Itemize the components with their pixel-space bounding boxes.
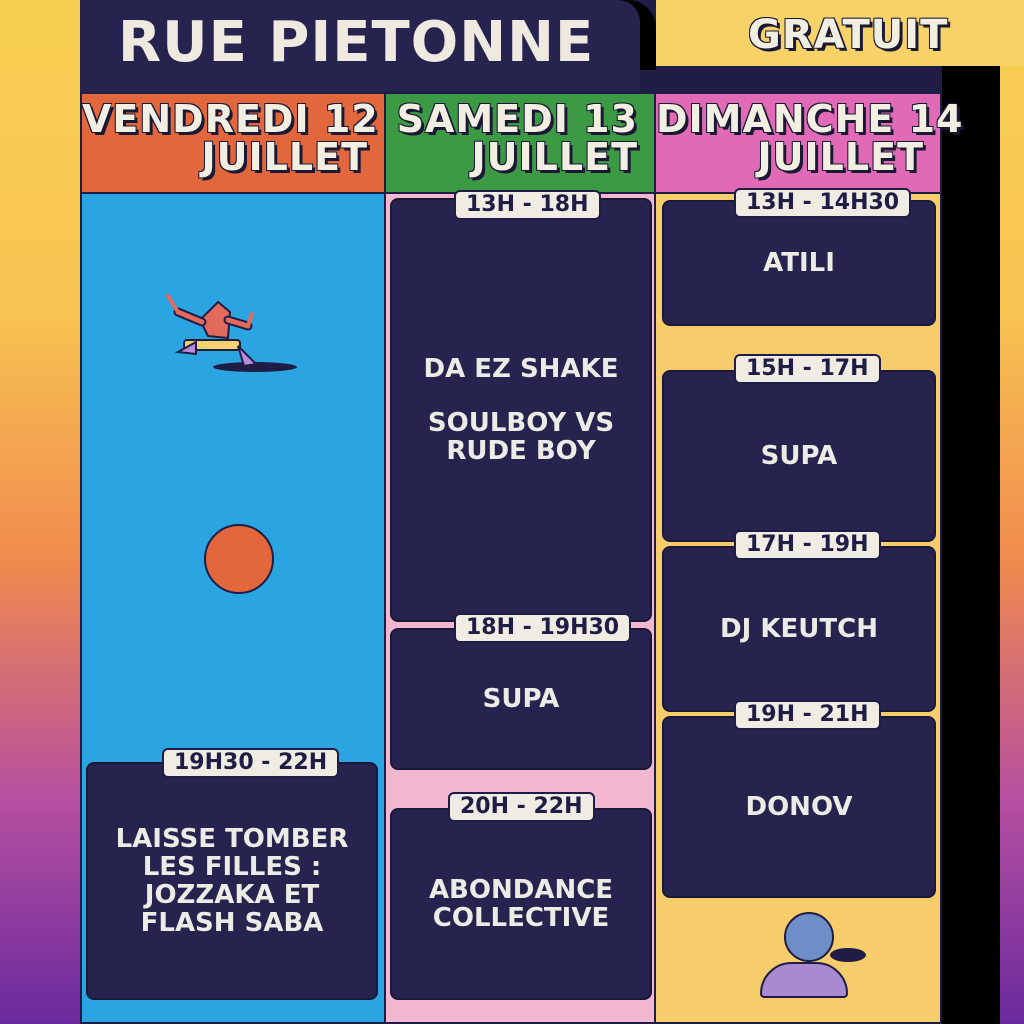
slot-card bbox=[86, 762, 378, 1000]
purple-dome-illustration bbox=[760, 962, 848, 998]
day-header-saturday bbox=[384, 92, 656, 194]
orange-ball-illustration bbox=[204, 524, 274, 594]
slot-card bbox=[390, 808, 652, 1000]
day-header-line1: DIMANCHE 14 bbox=[656, 97, 964, 141]
slot-card bbox=[390, 628, 652, 770]
day-header-line2: JUILLET bbox=[757, 135, 924, 179]
time-badge: 17H - 19H bbox=[734, 530, 881, 560]
slot-card bbox=[662, 370, 936, 542]
day-header-line1: SAMEDI 13 bbox=[396, 97, 638, 141]
day-header-friday bbox=[80, 92, 386, 194]
artist-name: SOULBOY VS RUDE BOY bbox=[427, 408, 615, 466]
day-header-line1: VENDREDI 12 bbox=[82, 97, 379, 141]
dancer-figure-illustration bbox=[160, 290, 310, 380]
slot-card bbox=[390, 198, 652, 622]
free-badge: GRATUIT bbox=[748, 12, 949, 58]
time-badge: 19H30 - 22H bbox=[162, 748, 339, 778]
page-title: RUE PIETONNE bbox=[118, 10, 595, 75]
time-badge: 20H - 22H bbox=[448, 792, 595, 822]
blue-ball-illustration bbox=[784, 912, 834, 962]
ball-shadow bbox=[830, 948, 866, 962]
day-header-sunday bbox=[654, 92, 964, 194]
slot-card bbox=[662, 716, 936, 898]
time-badge: 18H - 19H30 bbox=[454, 613, 631, 643]
time-badge: 13H - 18H bbox=[454, 190, 601, 220]
slot-card bbox=[662, 200, 936, 326]
artist-name: DA EZ SHAKE bbox=[423, 354, 619, 384]
time-badge: 13H - 14H30 bbox=[734, 188, 911, 218]
artist-name: ATILI bbox=[763, 248, 835, 278]
artist-name: ABONDANCE COLLECTIVE bbox=[428, 875, 614, 933]
artist-name: SUPA bbox=[482, 684, 560, 714]
slot-card bbox=[662, 546, 936, 712]
artist-name: DJ KEUTCH bbox=[720, 614, 878, 644]
time-badge: 19H - 21H bbox=[734, 700, 881, 730]
artist-name: LAISSE TOMBER LES FILLES : JOZZAKA ET FLASH SABA bbox=[115, 824, 349, 938]
day-header-line2: JUILLET bbox=[201, 135, 368, 179]
artist-name: DONOV bbox=[745, 792, 853, 822]
artist-name: SUPA bbox=[760, 441, 838, 471]
time-badge: 15H - 17H bbox=[734, 354, 881, 384]
day-header-line2: JUILLET bbox=[471, 135, 638, 179]
